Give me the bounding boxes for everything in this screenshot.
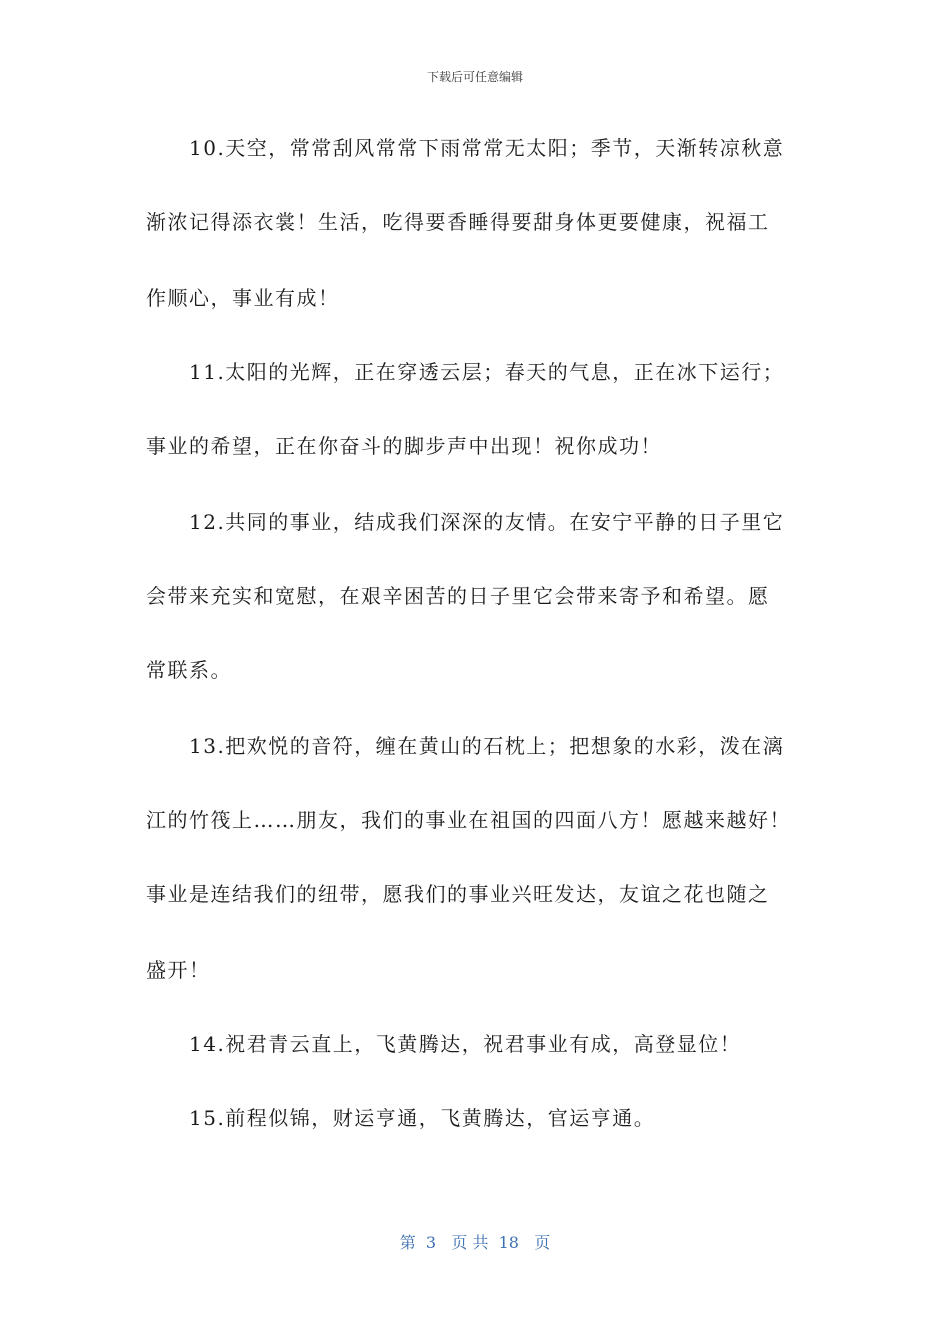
paragraph-12-line-3: 常联系。 xyxy=(146,658,232,682)
paragraph-11-line-2: 事业的希望，正在你奋斗的脚步声中出现！祝你成功！ xyxy=(146,434,662,458)
paragraph-10-line-3: 作顺心，事业有成！ xyxy=(146,286,340,310)
paragraph-13-line-4: 盛开！ xyxy=(146,958,211,982)
paragraph-14-line-1: 14.祝君青云直上，飞黄腾达，祝君事业有成，高登显位！ xyxy=(189,1032,742,1056)
paragraph-12-line-1: 12.共同的事业，结成我们深深的友情。在安宁平静的日子里它 xyxy=(189,510,785,534)
paragraph-10-line-2: 渐浓记得添衣裳！生活，吃得要香睡得要甜身体更要健康，祝福工 xyxy=(146,210,770,234)
paragraph-12-line-2: 会带来充实和宽慰，在艰辛困苦的日子里它会带来寄予和希望。愿 xyxy=(146,584,770,608)
paragraph-10-line-1: 10.天空，常常刮风常常下雨常常无太阳；季节，天渐转凉秋意 xyxy=(189,136,785,160)
paragraph-13-line-3: 事业是连结我们的纽带，愿我们的事业兴旺发达，友谊之花也随之 xyxy=(146,882,770,906)
paragraph-11-line-1: 11.太阳的光辉，正在穿透云层；春天的气息，正在冰下运行； xyxy=(189,360,785,384)
paragraph-13-line-1: 13.把欢悦的音符，缠在黄山的石枕上；把想象的水彩，泼在漓 xyxy=(189,734,785,758)
page-header: 下载后可任意编辑 xyxy=(426,70,523,84)
page-number-footer: 第 3 页 共 18 页 xyxy=(399,1233,551,1252)
paragraph-13-line-2: 江的竹筏上……朋友，我们的事业在祖国的四面八方！愿越来越好！ xyxy=(146,808,791,832)
paragraph-15-line-1: 15.前程似锦，财运亨通，飞黄腾达，官运亨通。 xyxy=(189,1106,656,1130)
